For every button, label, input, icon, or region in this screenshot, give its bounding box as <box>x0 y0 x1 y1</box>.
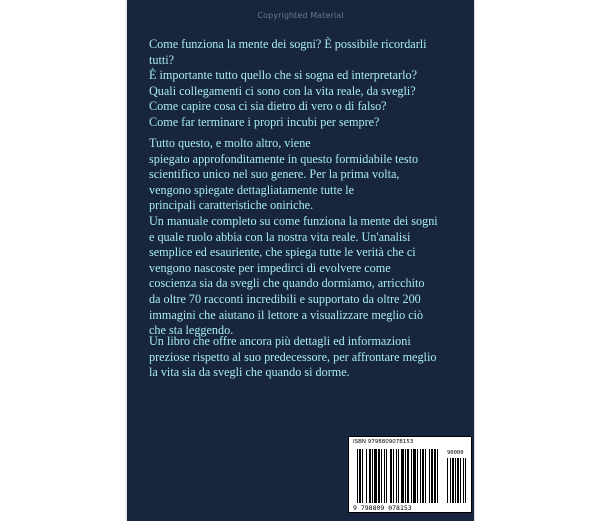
barcode-addon-bar <box>460 458 461 503</box>
barcode-bar <box>425 449 426 503</box>
closing-line: preziose rispetto al suo predecessore, per affrontare meglio <box>149 349 437 364</box>
barcode-bar <box>374 449 377 503</box>
barcode-digits: 9 798809 078153 <box>353 504 412 512</box>
questions-block <box>149 37 465 131</box>
barcode-bar <box>420 449 421 503</box>
barcode-bar <box>417 449 418 503</box>
barcode-bar <box>386 449 387 503</box>
barcode-bar <box>405 449 406 503</box>
barcode-addon-bar <box>463 458 464 503</box>
question-line: Come far terminare i propri incubi per sempre? <box>149 114 380 129</box>
barcode-bar <box>429 449 430 503</box>
question-line: È importante tutto quello che si sogna ed interpretarlo? <box>149 68 418 83</box>
barcode-bar <box>434 449 436 503</box>
isbn-barcode-box <box>348 436 472 513</box>
description-line: scientifico unico nel suo genere. Per la prima volta, <box>149 167 400 182</box>
description-line: vengono spiegate dettagliatamente tutte le <box>149 182 355 197</box>
barcode-bar <box>390 449 392 503</box>
barcode-addon-bar <box>450 458 451 503</box>
barcode-bar <box>378 449 380 503</box>
description-line: spiegato approfonditamente in questo formidabile testo <box>149 151 419 166</box>
barcode-bar <box>411 449 412 503</box>
barcode-addon-bar <box>465 458 466 503</box>
book-back-cover <box>127 0 474 521</box>
question-line: Come funziona la mente dei sogni? È possibile ricordarli <box>149 37 427 51</box>
description-line: immagini che aiutano il lettore a visualizzare meglio ciò <box>149 307 424 322</box>
question-line: tutti? <box>149 52 175 67</box>
description-line: Tutto questo, e molto altro, viene <box>149 136 311 150</box>
barcode-bar <box>372 449 373 503</box>
barcode-addon-bar <box>447 458 448 503</box>
copyright-watermark: Copyrighted Material <box>257 11 344 20</box>
barcode-graphic <box>357 449 467 505</box>
description-block <box>149 136 465 339</box>
barcode-addon-bar <box>457 458 459 503</box>
barcode-bar <box>431 449 433 503</box>
question-line: Come capire cosa ci sia dietro di vero o di falso? <box>149 99 387 114</box>
barcode-bar <box>396 449 397 503</box>
barcode-bar <box>413 449 416 503</box>
description-line: semplice ed esauriente, che spiega tutte le verità che ci <box>149 245 416 260</box>
description-line: Un manuale completo su come funziona la mente dei sogni <box>149 213 438 228</box>
barcode-bar <box>359 449 361 503</box>
barcode-bar <box>422 449 424 503</box>
description-line: coscienza sia da svegli che quando dormiamo, arricchito <box>149 276 425 291</box>
barcode-bar <box>401 449 404 503</box>
barcode-bar <box>384 449 385 503</box>
barcode-bar <box>398 449 399 503</box>
description-line: vengono nascoste per impedirci di evolvere come <box>149 260 391 275</box>
barcode-addon-bar <box>452 458 454 503</box>
barcode-addon-bar <box>455 458 456 503</box>
barcode-bar <box>369 449 371 503</box>
barcode-bar <box>366 449 367 503</box>
closing-block <box>149 334 465 381</box>
description-line: da oltre 70 racconti incredibili e supportato da oltre 200 <box>149 291 421 306</box>
barcode-bar <box>437 449 438 503</box>
closing-line: la vita sia da svegli che quando si dorme. <box>149 365 350 380</box>
barcode-bar <box>357 449 358 503</box>
barcode-bar <box>393 449 394 503</box>
description-line: principali caratteristiche oniriche. <box>149 198 314 213</box>
description-line: e quale ruolo abbia con la nostra vita reale. Un'analisi <box>149 229 411 244</box>
barcode-bar <box>381 449 382 503</box>
isbn-label: ISBN 9798809078153 <box>353 439 414 445</box>
price-code: 90000 <box>447 450 464 456</box>
barcode-bar <box>362 449 363 503</box>
description-line: che sta leggendo. <box>149 323 234 338</box>
question-line: Quali collegamenti ci sono con la vita reale, da svegli? <box>149 83 416 98</box>
barcode-bar <box>407 449 409 503</box>
closing-line: Un libro che offre ancora più dettagli ed informazioni <box>149 334 411 348</box>
